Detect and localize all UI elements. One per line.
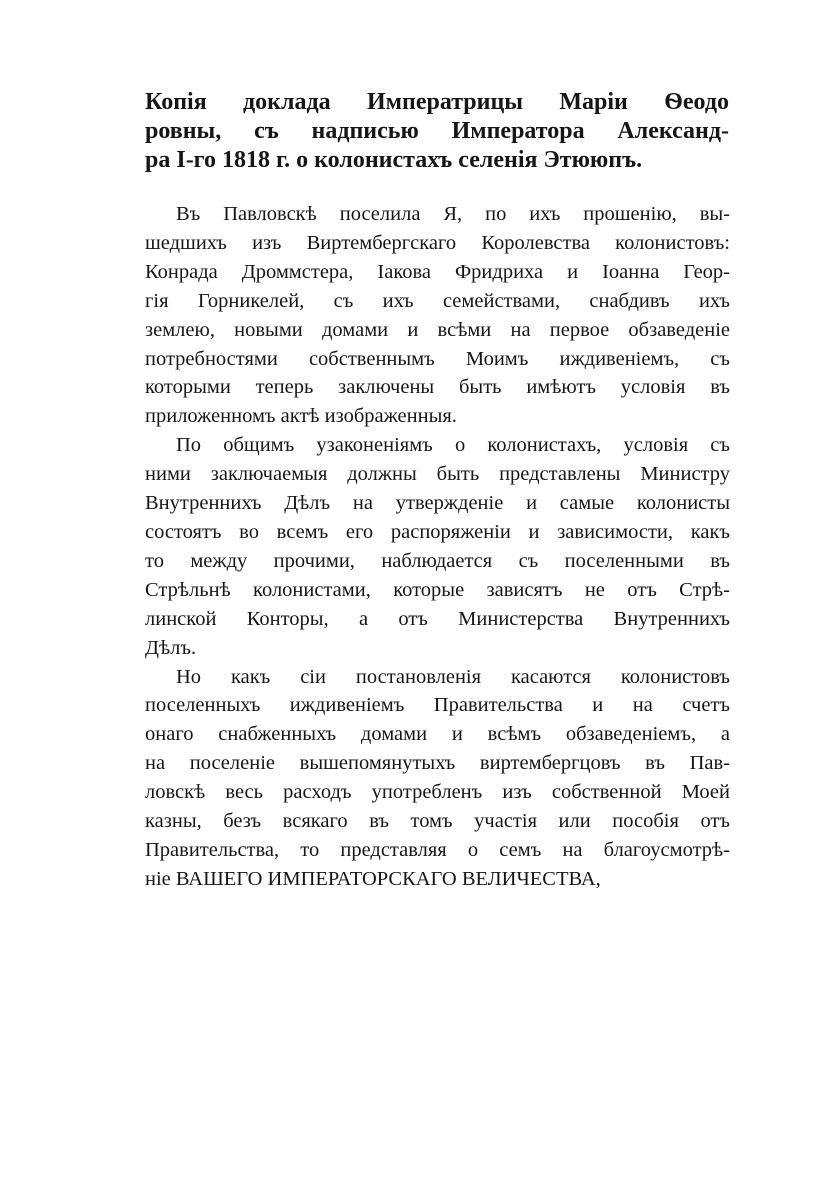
body-line: которыми теперь заключены быть имѣютъ условія въ (145, 376, 730, 399)
body-line: ними заключаемыя должны быть представлены Министру (145, 463, 730, 486)
body-line: ніе ВАШЕГО ИМПЕРАТОРСКАГО ВЕЛИЧЕСТВА, (145, 867, 601, 890)
body-line: Стрѣльнѣ колонистами, которые зависятъ не отъ Стрѣ- (145, 578, 730, 601)
body-line: гія Горникелей, съ ихъ семействами, снабдивъ ихъ (145, 289, 730, 312)
body-line: Въ Павловскѣ поселила Я, по ихъ прошенію, вы- (176, 203, 730, 225)
body-line: Дѣлъ. (145, 636, 197, 659)
body-line: онаго снабженныхъ домами и всѣмъ обзаведеніемъ, а (145, 723, 730, 746)
document-body (145, 200, 730, 894)
paragraph-3 (145, 663, 730, 894)
body-line: потребностями собственнымъ Моимъ иждивеніемъ, съ (145, 347, 730, 370)
body-line: шедшихъ изъ Виртембергскаго Королевства колонистовъ: (145, 231, 730, 254)
title-line: Копія доклада Императрицы Маріи Ѳеодо (145, 89, 729, 115)
title-line: ра І-го 1818 г. о колонистахъ селенія Этююпъ. (145, 147, 643, 173)
body-line: линской Конторы, а отъ Министерства Внутреннихъ (145, 607, 730, 630)
body-line: то между прочими, наблюдается съ поселенными въ (145, 549, 730, 572)
paragraph-2 (145, 431, 730, 662)
title-line: ровны, съ надписью Императора Александ- (145, 118, 729, 144)
body-line: Правительства, то представляя о семъ на благоусмотрѣ- (145, 838, 730, 861)
body-line: состоятъ во всемъ его распоряженіи и зависимости, какъ (145, 520, 730, 543)
body-line: Но какъ сіи постановленія касаются колонистовъ (176, 665, 730, 688)
paragraph-1 (145, 200, 730, 431)
body-line: приложенномъ актѣ изображенныя. (145, 405, 457, 428)
body-line: на поселеніе вышепомянутыхъ виртембергцовъ въ Пав- (145, 752, 730, 775)
body-line: казны, безъ всякаго въ томъ участія или пособія отъ (145, 810, 730, 833)
body-line: По общимъ узаконеніямъ о колонистахъ, условія съ (176, 434, 730, 457)
body-line: ловскѣ весь расходъ употребленъ изъ собственной Моей (145, 781, 730, 804)
body-line: землею, новыми домами и всѣми на первое обзаведеніе (145, 318, 730, 341)
document-title (145, 88, 729, 175)
body-line: Конрада Дроммстера, Іакова Фридриха и Іоанна Геор- (145, 260, 730, 283)
body-line: поселенныхъ иждивеніемъ Правительства и на счетъ (145, 694, 730, 717)
body-line: Внутреннихъ Дѣлъ на утвержденіе и самые колонисты (145, 492, 730, 515)
